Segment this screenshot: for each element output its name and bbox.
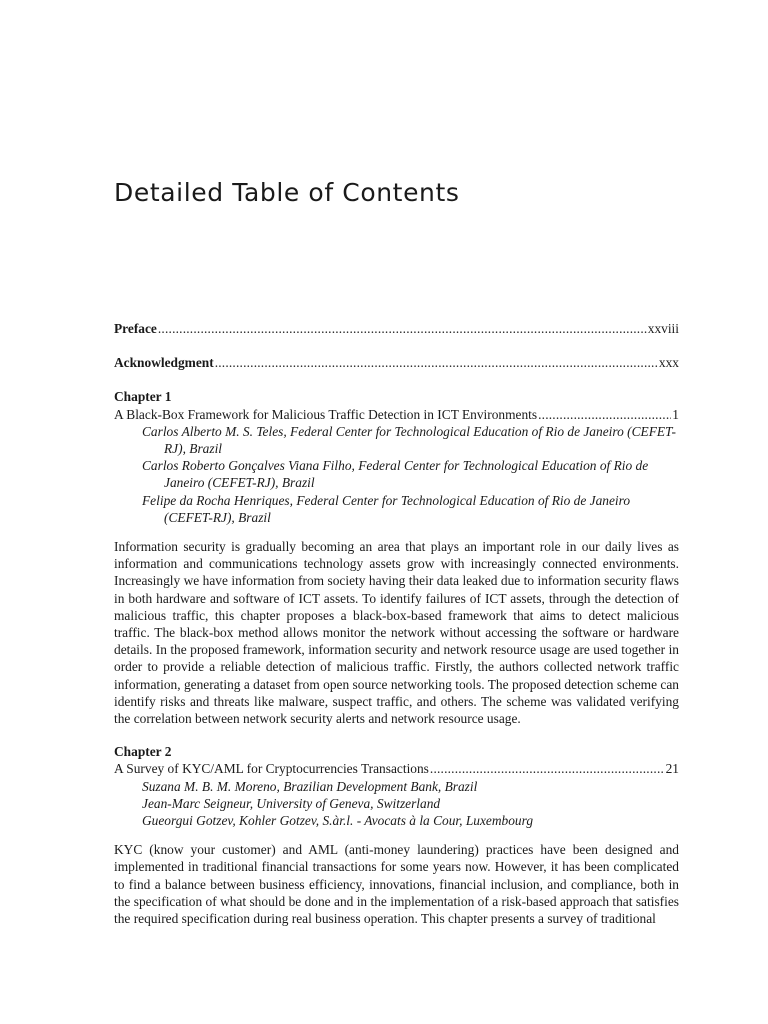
author-affiliation: Jean-Marc Seigneur, University of Geneva, Switzerland <box>142 795 441 811</box>
toc-entry-chapter-1[interactable] <box>114 406 679 423</box>
toc-page-number: 21 <box>665 761 679 777</box>
dot-leader <box>158 320 647 337</box>
chapter-2-block <box>114 743 679 927</box>
toc-page-number: xxviii <box>647 321 679 336</box>
table-of-contents <box>114 320 679 943</box>
chapter-title: A Black-Box Framework for Malicious Traffic Detection in ICT Environments <box>114 406 538 422</box>
author-affiliation: Felipe da Rocha Henriques, Federal Center for Technological Education of Rio de Janeiro (CEFET-RJ), Brazil <box>142 492 631 525</box>
chapter-title: A Survey of KYC/AML for Cryptocurrencies Transactions <box>114 761 429 777</box>
author-list <box>142 778 679 830</box>
author-affiliation: Carlos Alberto M. S. Teles, Federal Center for Technological Education of Rio de Janeiro (CEFET-RJ), Brazil <box>142 423 676 457</box>
chapter-label: Chapter 1 <box>114 389 172 405</box>
author-affiliation: Carlos Roberto Gonçalves Viana Filho, Federal Center for Technological Education of Rio de Janeiro (CEFET-RJ), Brazil <box>142 458 649 491</box>
chapter-label: Chapter 2 <box>114 744 172 760</box>
toc-page-number: 1 <box>672 406 679 422</box>
author-affiliation: Suzana M. B. M. Moreno, Brazilian Development Bank, Brazil <box>142 778 478 794</box>
toc-entry-acknowledgment[interactable] <box>114 354 679 371</box>
toc-entry-preface[interactable] <box>114 320 679 337</box>
toc-page-number: xxx <box>658 355 679 371</box>
dot-leader <box>430 760 665 777</box>
chapter-abstract: Information security is gradually becoming an area that plays an important role in our daily lives as information and communications technology assets grow with increasingly connected environments. Increasingly we have information from society having their data leaked due to information security flaws in both hardware and software of ICT assets. To identify failures of ICT assets, through the detection of malicious traffic, this chapter proposes a black-box-based framework that aims to detect malicious traffic. The black-box method allows monitor the network without accessing the software or hardware details. In the proposed framework, information security and network resource usage are used together in order to provide a reliable detection of malicious traffic. Firstly, the authors collected network traffic information, generating a dataset from open source networking tools. The proposed detection scheme can identify risks and threats like malware, suspect traffic, and others. The scheme was validated verifying the correlation between network security alerts and network resource usage. <box>114 539 679 727</box>
chapter-1-block <box>114 388 679 727</box>
dot-leader <box>538 406 671 423</box>
dot-leader <box>215 354 658 371</box>
chapter-abstract: KYC (know your customer) and AML (anti-money laundering) practices have been designed and implemented in traditional financial transactions for some years now. However, it has been complicated to find a balance between business efficiency, innovations, financial inclusion, and compliance, both in the specification of what should be done and in the implementation of a risk-based approach that satisfies the required specification during real business operation. This chapter presents a survey of traditional <box>114 842 679 927</box>
toc-entry-label: Preface <box>114 321 157 336</box>
toc-entry-chapter-2[interactable] <box>114 760 679 777</box>
toc-entry-label: Acknowledgment <box>114 355 214 371</box>
page-title: Detailed Table of Contents <box>114 178 460 207</box>
author-affiliation: Gueorgui Gotzev, Kohler Gotzev, S.àr.l. - Avocats à la Cour, Luxembourg <box>142 813 534 829</box>
author-list <box>142 423 679 526</box>
